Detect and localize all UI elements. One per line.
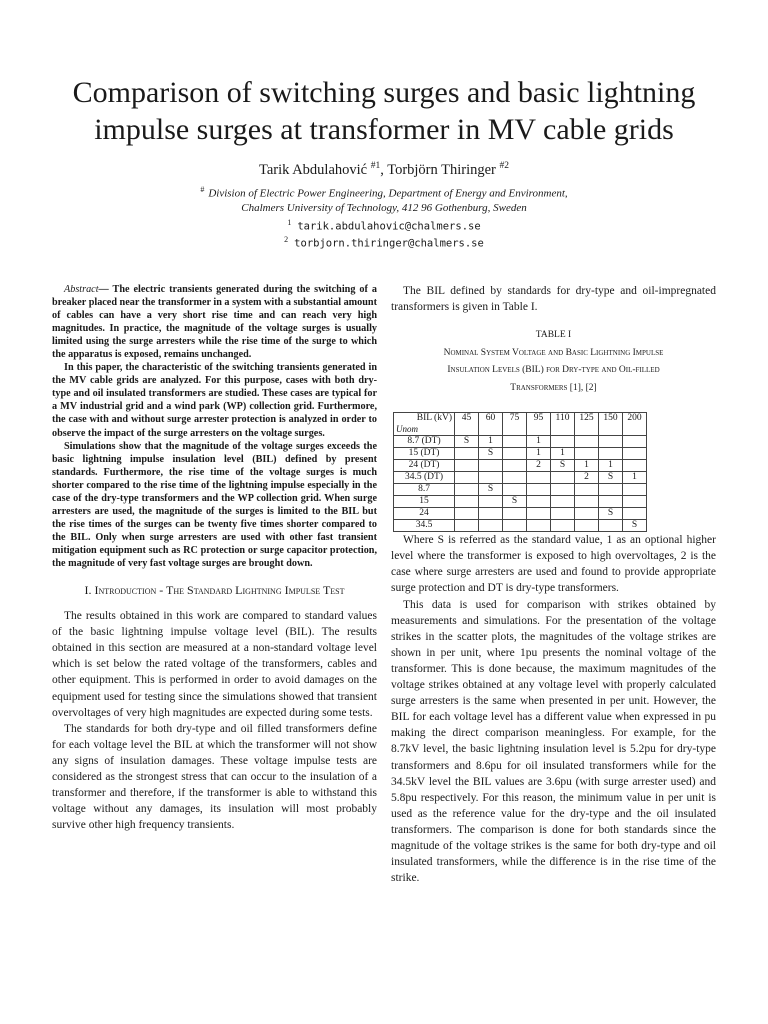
- table-cell: 1: [527, 448, 551, 460]
- table-cell: [551, 496, 575, 508]
- table-header-cell: 95: [527, 413, 551, 425]
- abstract-text: The electric transients generated during the switching of a breaker placed near the transformer in a system with a substantial amount of cables can have a very short rise time and can reach very high magnitudes. In practice, the magnitude of the voltage surges is usually limited using the surge arresters while the rise time of the surge to which the apparatus is exposed, remains unchanged.: [52, 284, 377, 361]
- table-row: [394, 520, 647, 532]
- affiliation-address: Chalmers University of Technology, 412 96 Gothenburg, Sweden: [241, 202, 527, 214]
- table-row-label: 24: [394, 508, 455, 520]
- body-paragraph: The standards for both dry-type and oil filled transformers define for each voltage level the BIL at which the transformer will not show any signs of insulation damages. These voltage impulse tests are considered as the strongest stress that can occur to the insulation of a transformer and therefore, if the transformer is able to withstand this voltage without any damages, its insulation will most probably survive other high frequency transients.: [52, 722, 377, 832]
- table-cell: [503, 472, 527, 484]
- table-cell: 1: [623, 472, 647, 484]
- table-row-label: 24 (DT): [394, 460, 455, 472]
- table-cell: [503, 448, 527, 460]
- table-row: [394, 460, 647, 472]
- email-line: [40, 218, 728, 233]
- table-cell: 1: [575, 460, 599, 472]
- table-row: [394, 484, 647, 496]
- table-cell: [551, 508, 575, 520]
- body-paragraph: Where S is referred as the standard value, 1 as an optional higher level where the transformer is exposed to high overvoltages, 2 is the case where surge arresters are used and found to provide appropriate surge protection and DT is dry-type transformers.: [391, 534, 716, 595]
- table-cell: [503, 484, 527, 496]
- email-mark: 2: [284, 235, 289, 244]
- table-row-label: 34.5: [394, 520, 455, 532]
- table-cell: [503, 436, 527, 448]
- table-header-cell: 110: [551, 413, 575, 425]
- table-cell: S: [599, 472, 623, 484]
- table-cell: S: [551, 460, 575, 472]
- table-cell: [575, 448, 599, 460]
- left-column: [52, 283, 377, 833]
- table-cell: [527, 508, 551, 520]
- table-cell: [599, 424, 623, 436]
- author-line: Tarik Abdulahović $^{\#1}$, Torbjörn Thiringer $^{\#2}$: [258, 161, 510, 178]
- paper-title: Comparison of switching surges and basic lightning impulse surges at transformer in MV cable grids: [72, 76, 696, 146]
- table-cell: [455, 484, 479, 496]
- table-cell: [455, 496, 479, 508]
- table-cell: S: [479, 484, 503, 496]
- table-cell: 2: [527, 460, 551, 472]
- table-header-cell: 150: [599, 413, 623, 425]
- table-cell: [551, 436, 575, 448]
- table-cell: [479, 520, 503, 532]
- table-cell: 1: [479, 436, 503, 448]
- table-cell: 2: [575, 472, 599, 484]
- table-cell: [599, 484, 623, 496]
- table-cell: [479, 508, 503, 520]
- table-row-header-label: Unom: [394, 424, 455, 436]
- table-header-cell: 125: [575, 413, 599, 425]
- table-cell: [599, 520, 623, 532]
- table-cell: [479, 472, 503, 484]
- table-cell: [623, 460, 647, 472]
- table-cell: [623, 436, 647, 448]
- table-header-cell: 60: [479, 413, 503, 425]
- table-header-label: BIL (kV): [394, 413, 455, 425]
- table-cell: [455, 448, 479, 460]
- table-cell: [527, 424, 551, 436]
- table-cell: [623, 496, 647, 508]
- table-cell: [479, 424, 503, 436]
- table-cell: [527, 496, 551, 508]
- table-cell: [575, 520, 599, 532]
- table-cell: S: [623, 520, 647, 532]
- email-address: torbjorn.thiringer@chalmers.se: [294, 237, 484, 250]
- table-cell: [575, 508, 599, 520]
- author-mark: #2: [499, 161, 510, 171]
- affiliation-department: Division of Electric Power Engineering, Department of Energy and Environment,: [208, 187, 568, 200]
- table-cell: [575, 484, 599, 496]
- affiliation-mark: #: [200, 185, 205, 194]
- table-row-label: 15: [394, 496, 455, 508]
- table-cell: [455, 508, 479, 520]
- table-row-label: 34.5 (DT): [394, 472, 455, 484]
- section-heading: I. Introduction - The Standard Lightning Impulse Test: [84, 583, 345, 598]
- table-cell: [623, 448, 647, 460]
- table-cell: [575, 496, 599, 508]
- table-cell: [455, 424, 479, 436]
- table-cell: [503, 460, 527, 472]
- table-cell: [527, 484, 551, 496]
- table-row: [394, 448, 647, 460]
- table-cell: [503, 424, 527, 436]
- table-cell: 1: [599, 460, 623, 472]
- table-header-row: [394, 413, 647, 425]
- table-caption-line: Transformers [1], [2]: [510, 382, 597, 393]
- table-cell: [503, 508, 527, 520]
- table-cell: [527, 472, 551, 484]
- table-cell: S: [503, 496, 527, 508]
- table-cell: S: [455, 436, 479, 448]
- table-cell: [551, 520, 575, 532]
- body-paragraph: The results obtained in this work are compared to standard values of the basic lightning impulse voltage level (BIL). The results obtained in this section are measured at a non-standard voltage level which is set below the rated voltage of the transformers, cables and other equipment. This is performed in order to avoid damages on the equipment used for testing since the simulations showed that transient overvoltages of very high magnitudes are expected during some tests.: [52, 610, 377, 719]
- right-column: [391, 283, 716, 886]
- table-cell: [575, 436, 599, 448]
- table-cell: [455, 472, 479, 484]
- table-cell: [599, 448, 623, 460]
- email-mark: 1: [287, 218, 292, 227]
- email-address: tarik.abdulahovic@chalmers.se: [297, 220, 481, 233]
- table-header-cell: 200: [623, 413, 647, 425]
- table-row: [394, 496, 647, 508]
- table-cell: [551, 424, 575, 436]
- table-number: TABLE I: [535, 330, 572, 341]
- table-row-label: 15 (DT): [394, 448, 455, 460]
- table-cell: [623, 484, 647, 496]
- table-cell: [599, 496, 623, 508]
- table-cell: [551, 484, 575, 496]
- table-cell: S: [599, 508, 623, 520]
- table-caption-line: Insulation Levels (BIL) for Dry-type and Oil-filled: [447, 365, 660, 376]
- table-row: [394, 508, 647, 520]
- abstract-label: Abstract: [64, 284, 99, 295]
- table-cell: [599, 436, 623, 448]
- abstract-paragraph: Simulations show that the magnitude of the voltage surges exceeds the basic lightning impulse insulation level (BIL) defined by present standards. Furthermore, the rise time of the voltage surges is much shorter compared to the rise time of the lightning impulse especially in the case of the dry-type transformers and the WP collection grid. When surge arresters are used, the magnitude of the surges is limited to the BIL but the rise times of the surges can be twenty five times shorter compared to the BIL. Only when surge arresters are used with other fast transient mitigation equipment such as RC protection or surge capacitor protection, the magnitude of very fast voltage surges are brought down.: [52, 440, 377, 569]
- author-mark: #1: [370, 161, 381, 171]
- table-cell: [623, 424, 647, 436]
- table-row-label: 8.7: [394, 484, 455, 496]
- body-paragraph: The BIL defined by standards for dry-type and oil-impregnated transformers is given in Table I.: [391, 285, 716, 314]
- table-cell: [479, 460, 503, 472]
- table-row-label: 8.7 (DT): [394, 436, 455, 448]
- table-cell: [551, 472, 575, 484]
- table-cell: [623, 508, 647, 520]
- table-cell: [575, 424, 599, 436]
- table-header-cell: 45: [455, 413, 479, 425]
- table-row: [394, 472, 647, 484]
- affiliation-line: [40, 183, 728, 201]
- table-cell: [455, 460, 479, 472]
- abstract-paragraph: Abstract— The electric transients generated during the switching of a breaker placed near the transformer in a system with a substantial amount of cables can have a very short rise time and can reach very high magnitudes. In practice, the magnitude of the voltage surges is usually limited using the surge arresters while the rise time of the surge to which the apparatus is exposed, remains unchanged.: [52, 284, 377, 361]
- table-caption-line: Nominal System Voltage and Basic Lightning Impulse: [443, 347, 664, 358]
- table-cell: 1: [527, 436, 551, 448]
- author-name: Torbjörn Thiringer: [387, 161, 496, 178]
- bil-table: [393, 412, 647, 532]
- table-header-row: [394, 424, 647, 436]
- table-cell: [479, 496, 503, 508]
- abstract-paragraph: In this paper, the characteristic of the switching transients generated in the MV cable grids are analyzed. For this purpose, cases with both dry-type and oil insulated transformers are studied. These cases are typical for a MV industrial grid and a wind park (WP) collection grid. Furthermore, the case with and without surge arrester protection is analyzed in order to observe the impact of the surge arresters on the voltage surges.: [52, 362, 377, 439]
- email-line: [40, 235, 728, 250]
- table-cell: [503, 520, 527, 532]
- table-cell: 1: [551, 448, 575, 460]
- table-cell: S: [479, 448, 503, 460]
- body-paragraph: This data is used for comparison with strikes obtained by measurements and simulations. For the presentation of the voltage strikes in the scatter plots, the magnitudes of the voltage strikes are shown in per unit, where 1pu presents the nominal voltage of the transformer. This is done because, the maximum magnitudes of the voltage strikes obtained at any voltage level with properly calculated surge arresters is the same when presented in per unit. However, the BIL for each voltage level has a different value when expressed in pu making the direct comparison meaningless. For example, for the 8.7kV level, the basic lightning insulation level is 5.2pu for dry-type transformers and 8.6pu for oil insulated transformers while for the 34.5kV level the BIL values are 3.6pu (with surge arrester used) and 5.8pu respectively. For this reason, the minimum value in per unit is used as the reference value for the dry-type and the oil insulated transformers. The comparison is done for both standards since the magnitude of the voltage strikes is the same for both dry-type and oil insulated transformers, while the difference is in the rise time of the strike.: [391, 598, 716, 885]
- table-row: [394, 436, 647, 448]
- table-cell: [527, 520, 551, 532]
- table-cell: [455, 520, 479, 532]
- author-name: Tarik Abdulahović: [258, 161, 368, 178]
- table-header-cell: 75: [503, 413, 527, 425]
